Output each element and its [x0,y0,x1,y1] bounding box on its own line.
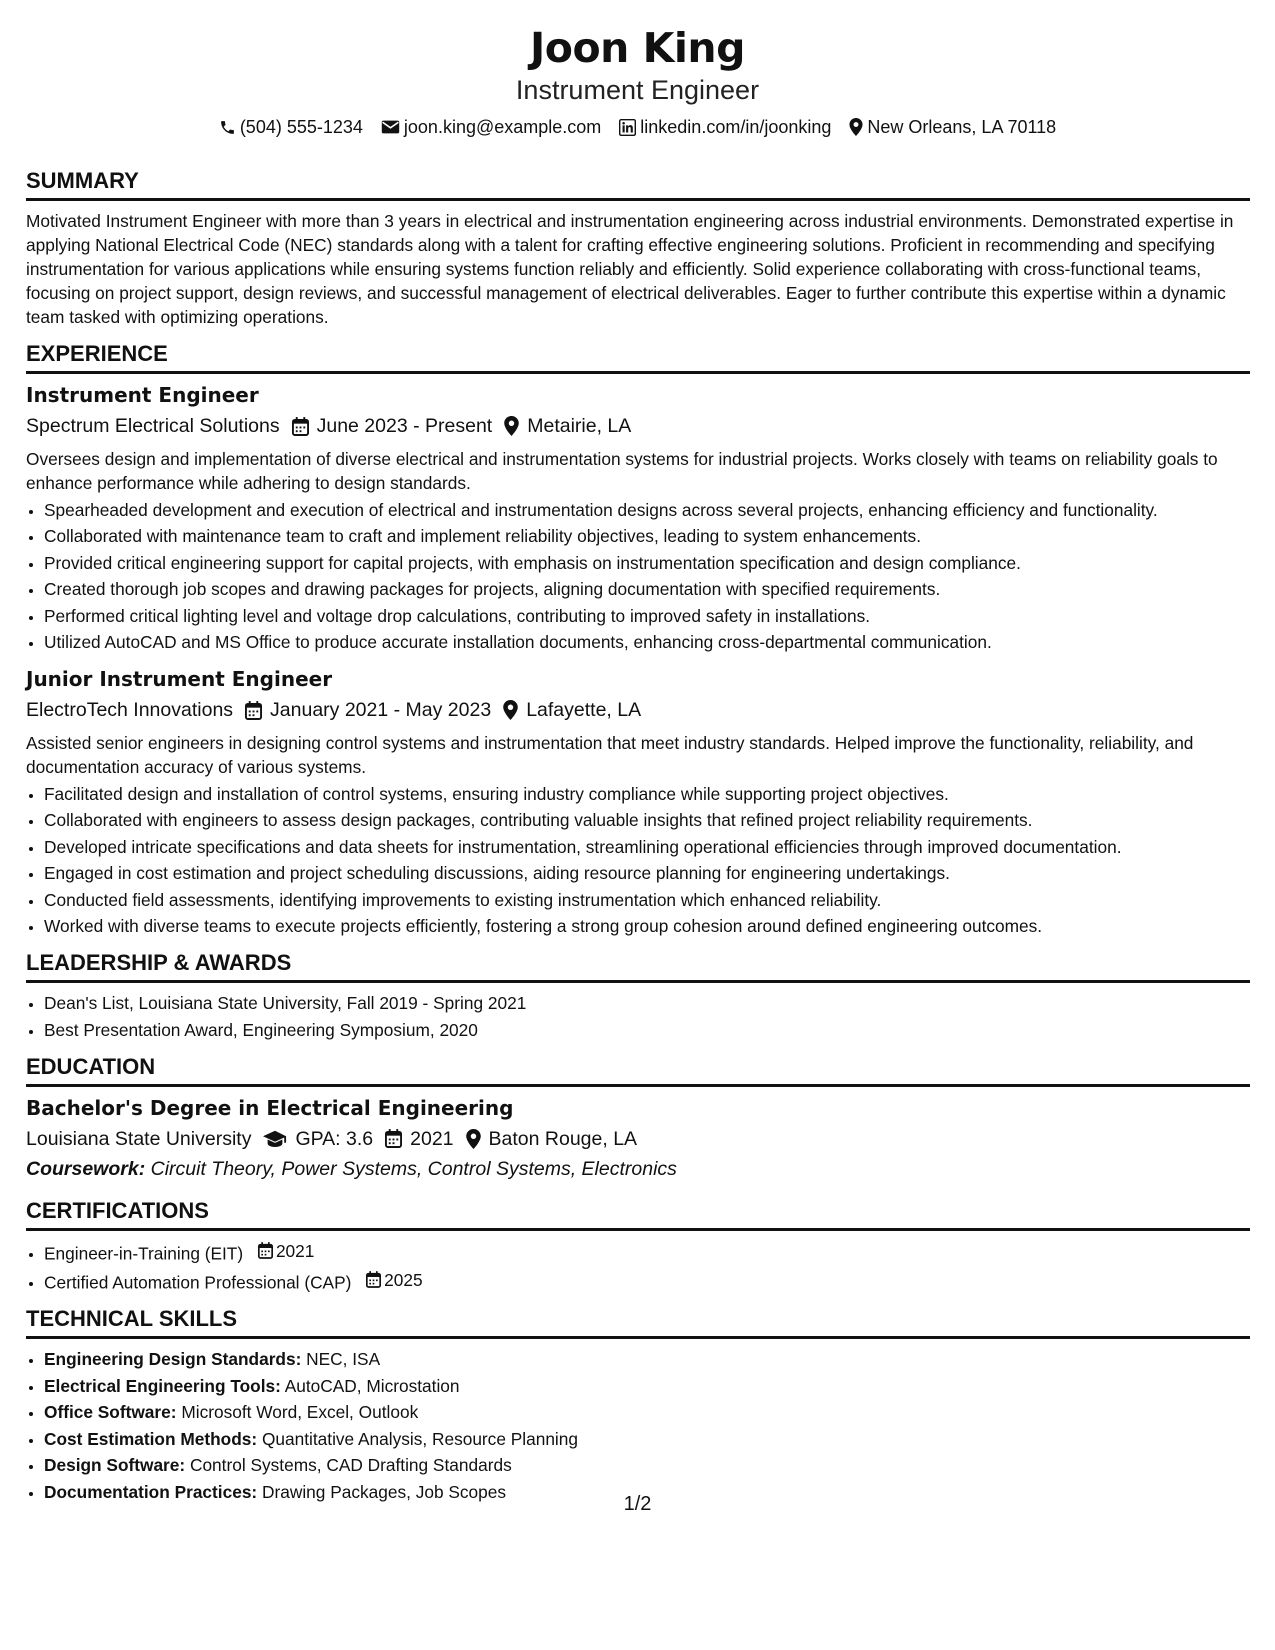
graduation-cap-icon [263,1130,287,1148]
envelope-icon [381,119,400,135]
education-meta [26,1126,1250,1152]
section-heading: CERTIFICATIONS [26,1198,1250,1231]
list-item: • Conducted field assessments, identifying improvements to existing instrumentation which enhanced reliability. [44,888,1250,912]
year-text: 2025 [384,1269,423,1290]
candidate-title: Instrument Engineer [515,75,760,105]
job-company [26,697,233,723]
list-item [44,1400,1250,1424]
list-item: • Performed critical lighting level and voltage drop calculations, contributing to improved safety in installations. [44,604,1250,628]
job-bullets [26,782,1250,939]
year-text: 2021 [410,1127,454,1150]
job-entry [26,666,1250,938]
job-location [504,413,631,439]
leadership-list [26,991,1250,1042]
list-item: • Dean's List, Louisiana State University, Fall 2019 - Spring 2021 [44,991,1250,1015]
skill-label: Office Software: [44,1402,177,1422]
list-item: • Created thorough job scopes and drawing packages for projects, aligning documentation with specified requirements. [44,577,1250,601]
list-item: • Spearheaded development and execution of electrical and instrumentation designs across several projects, enhancing efficiency and functionality. [44,498,1250,522]
map-pin-icon [503,700,518,720]
skill-value: Drawing Packages, Job Scopes [262,1481,507,1502]
skill-value: AutoCAD, Microstation [284,1375,460,1396]
skill-label: Electrical Engineering Tools: [44,1375,281,1396]
list-item: • Engaged in cost estimation and project scheduling discussions, aiding resource planning for engineering undertakings. [44,861,1250,885]
job-description: Assisted senior engineers in designing control systems and instrumentation that meet industry standards. Helped improve the functionality, reliability, and documentation accuracy of various systems. [26,733,1194,777]
list-item: • Worked with diverse teams to execute projects efficiently, fostering a strong group cohesion around defined engineering outcomes. [44,914,1250,938]
coursework-label: Coursework: [26,1157,146,1180]
job-meta [26,413,1250,439]
job-bullets [26,498,1250,655]
section-heading: EXPERIENCE [26,341,1250,374]
job-company [26,413,280,439]
contact-location [849,116,1056,138]
year-text: 2021 [275,1240,315,1261]
phone-text: (504) 555-1234 [239,117,363,137]
skill-value: Microsoft Word, Excel, Outlook [181,1402,419,1422]
calendar-icon [258,1242,273,1259]
gpa [263,1126,373,1152]
job-title: Instrument Engineer [26,383,259,407]
section-heading: LEADERSHIP & AWARDS [26,950,1250,983]
list-item [44,1453,1250,1477]
phone-icon [219,119,236,136]
map-pin-icon [504,416,519,436]
job-entry [26,382,1250,654]
education-section [26,1054,1250,1182]
cert-year [366,1268,422,1292]
section-heading: TECHNICAL SKILLS [26,1306,1250,1339]
cert-name: Certified Automation Professional (CAP) [44,1272,352,1292]
skill-label: Engineering Design Standards: [44,1349,302,1369]
list-item: • Developed intricate specifications and data sheets for instrumentation, streamlining operational efficiencies through improved documentation. [44,835,1250,859]
location-text: New Orleans, LA 70118 [867,117,1057,137]
list-item: • Best Presentation Award, Engineering Symposium, 2020 [44,1018,1250,1042]
job-description: Oversees design and implementation of diverse electrical and instrumentation systems for industrial projects. Works closely with teams on reliability goals to enhance performance while adhering to design standards. [26,449,1218,493]
resume-header [0,0,1275,138]
list-item [44,1268,1250,1295]
page-number: 1/2 [623,1493,652,1515]
location-text: Baton Rouge, LA [488,1127,638,1150]
list-item: • Provided critical engineering support for capital projects, with emphasis on instrumentation specification and design compliance. [44,551,1250,575]
contact-linkedin[interactable] [619,116,831,138]
school-location [466,1126,638,1152]
location-text: Metairie, LA [527,415,632,437]
job-dates [292,413,493,439]
list-item [44,1347,1250,1371]
section-heading: EDUCATION [26,1054,1250,1087]
list-item: • Facilitated design and installation of control systems, ensuring industry compliance while supporting project objectives. [44,782,1250,806]
job-title: Junior Instrument Engineer [26,667,333,691]
coursework-text: Circuit Theory, Power Systems, Control Systems, Electronics [150,1157,677,1180]
list-item: • Utilized AutoCAD and MS Office to produce accurate installation documents, enhancing cross-departmental communication. [44,630,1250,654]
list-item [44,1239,1250,1266]
skill-value: Control Systems, CAD Drafting Standards [189,1455,512,1475]
skill-label: Design Software: [44,1455,186,1475]
calendar-icon [292,417,309,436]
linkedin-icon [619,119,636,136]
job-location [503,697,641,723]
company-name: ElectroTech Innovations [26,699,234,721]
section-heading: SUMMARY [26,168,1250,201]
calendar-icon [245,701,262,720]
contact-bar [0,116,1275,138]
school-name [26,1126,251,1152]
skills-list [26,1347,1250,1504]
skill-value: NEC, ISA [306,1349,381,1369]
resume-body [26,168,1250,1516]
job-dates [245,697,491,723]
list-item [44,1374,1250,1398]
job-meta [26,697,1250,723]
cert-name: Engineer-in-Training (EIT) [44,1243,244,1263]
map-pin-icon [466,1129,481,1149]
skill-value: Quantitative Analysis, Resource Planning [261,1428,578,1449]
summary-text: Motivated Instrument Engineer with more than 3 years in electrical and instrumentation engineering across industrial environments. Demonstrated expertise in applying National Electrical Code (NEC) standards along with a talent for crafting effective engineering solutions. Proficient in recommending and specifying instrumentation for various applications while ensuring systems function reliably and efficiently. Solid experience collaborating with cross-functional teams, focusing on project support, design reviews, and successful management of electrical deliverables. Eager to further contribute this expertise within a dynamic team tasked with optimizing operations. [26,211,1234,327]
leadership-section [26,950,1250,1042]
contact-phone[interactable] [219,116,363,138]
dates-text: June 2023 - Present [316,415,493,437]
email-text: joon.king@example.com [403,117,602,137]
cert-year [258,1239,314,1263]
contact-email[interactable] [381,116,601,138]
location-text: Lafayette, LA [526,699,642,721]
list-item: • Collaborated with maintenance team to craft and implement reliability objectives, leading to system enhancements. [44,524,1250,548]
list-item [44,1427,1250,1451]
company-name: Spectrum Electrical Solutions [26,415,280,437]
skill-label: Documentation Practices: [44,1481,258,1502]
calendar-icon [385,1129,402,1148]
linkedin-text: linkedin.com/in/joonking [640,117,832,137]
coursework [26,1156,1250,1182]
list-item: • Collaborated with engineers to assess design packages, contributing valuable insights that refined project reliability requirements. [44,808,1250,832]
candidate-name: Joon King [530,24,745,72]
skill-label: Cost Estimation Methods: [44,1428,258,1449]
skills-section [26,1306,1250,1504]
calendar-icon [366,1271,381,1288]
gpa-text: GPA: 3.6 [295,1127,374,1150]
certifications-list [26,1239,1250,1295]
experience-section [26,341,1250,938]
summary-section [26,168,1250,329]
dates-text: January 2021 - May 2023 [270,699,492,721]
map-pin-icon [849,118,863,136]
graduation-year [385,1126,453,1152]
school-text: Louisiana State University [26,1127,252,1150]
certifications-section [26,1198,1250,1295]
degree-title: Bachelor's Degree in Electrical Engineering [26,1095,514,1120]
